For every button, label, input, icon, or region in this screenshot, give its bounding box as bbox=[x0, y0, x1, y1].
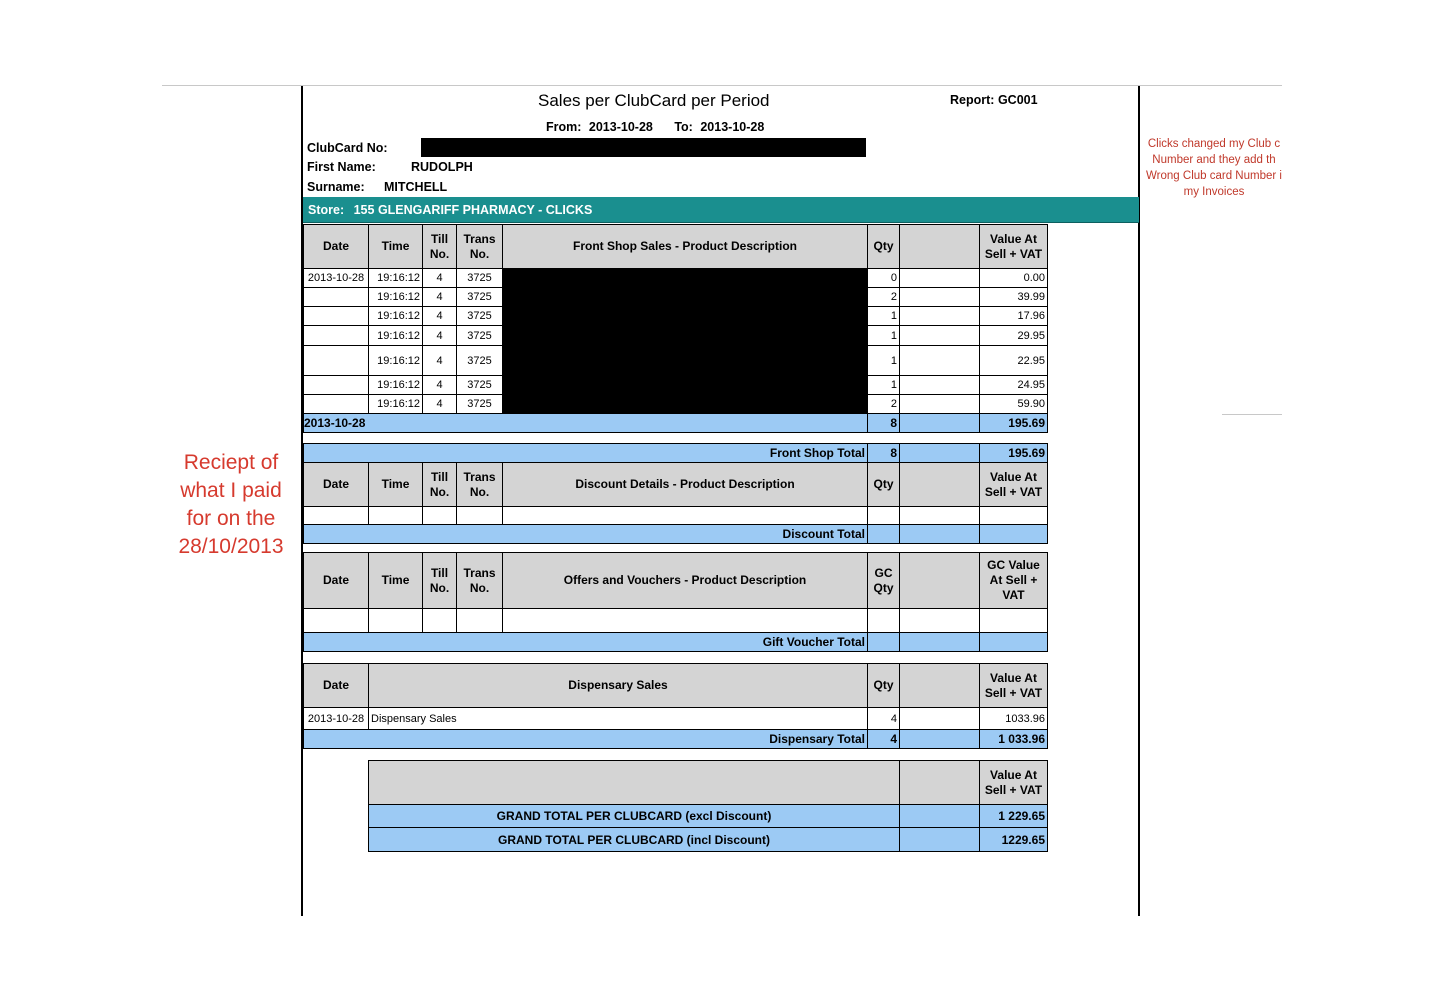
front-shop-total-blank bbox=[900, 444, 980, 463]
table-row bbox=[304, 609, 1048, 633]
subtotal-blank bbox=[900, 414, 980, 433]
sales-table bbox=[303, 224, 1048, 852]
surname-label: Surname: bbox=[307, 180, 365, 194]
receipt-annotation bbox=[160, 449, 302, 561]
col-qty: Qty bbox=[868, 225, 900, 269]
row-date bbox=[304, 326, 369, 346]
subtotal-date: 2013-10-28 bbox=[304, 414, 868, 433]
row-till: 4 bbox=[423, 376, 457, 395]
col-qty: Qty bbox=[868, 664, 900, 708]
subtotal-qty: 8 bbox=[868, 414, 900, 433]
table-row bbox=[304, 507, 1048, 525]
row-date bbox=[304, 346, 369, 376]
report-id-block bbox=[950, 93, 1038, 107]
row-time: 19:16:12 bbox=[369, 307, 423, 326]
discount-total-row bbox=[304, 525, 1048, 544]
gift-voucher-total-value bbox=[980, 633, 1048, 652]
discount-total-value bbox=[980, 525, 1048, 544]
col-date: Date bbox=[304, 664, 369, 708]
col-trans: Trans No. bbox=[457, 553, 503, 609]
col-value: GC Value At Sell + VAT bbox=[980, 553, 1048, 609]
report-title: Sales per ClubCard per Period bbox=[538, 91, 770, 110]
grand-total-excl-label: GRAND TOTAL PER CLUBCARD (excl Discount) bbox=[369, 805, 900, 828]
discount-total-label: Discount Total bbox=[304, 525, 868, 544]
store-label: Store: bbox=[308, 203, 345, 217]
grand-total-incl-blank bbox=[900, 828, 980, 852]
dispensary-header bbox=[304, 664, 1048, 708]
col-blank bbox=[900, 553, 980, 609]
col-time: Time bbox=[369, 463, 423, 507]
col-qty: Qty bbox=[868, 463, 900, 507]
col-time: Time bbox=[369, 553, 423, 609]
col-qty: GC Qty bbox=[868, 553, 900, 609]
dispensary-total-qty: 4 bbox=[868, 730, 900, 749]
side-annotation-line: Wrong Club card Number i bbox=[1146, 170, 1282, 182]
row-value: 1033.96 bbox=[980, 708, 1048, 730]
spacer bbox=[304, 652, 1048, 664]
side-annotation-line: Number and they add th bbox=[1152, 154, 1276, 166]
col-trans: Trans No. bbox=[457, 225, 503, 269]
grand-total-excl-row bbox=[304, 805, 1048, 828]
row-blank bbox=[900, 395, 980, 414]
row-till: 4 bbox=[423, 326, 457, 346]
report-id: GC001 bbox=[997, 93, 1038, 107]
dispensary-total-blank bbox=[900, 730, 980, 749]
row-till: 4 bbox=[423, 395, 457, 414]
row-blank bbox=[900, 376, 980, 395]
from-label: From: bbox=[546, 120, 582, 134]
surname: MITCHELL bbox=[384, 180, 448, 194]
discount-header bbox=[304, 463, 1048, 507]
col-date: Date bbox=[304, 225, 369, 269]
front-shop-total-row bbox=[304, 444, 1048, 463]
spacer bbox=[304, 749, 1048, 761]
row-trans: 3725 bbox=[457, 307, 503, 326]
row-till: 4 bbox=[423, 307, 457, 326]
row-qty: 1 bbox=[868, 307, 900, 326]
row-blank bbox=[900, 269, 980, 288]
clubcard-label: ClubCard No: bbox=[307, 141, 388, 155]
row-qty: 4 bbox=[868, 708, 900, 730]
row-trans: 3725 bbox=[457, 376, 503, 395]
side-annotation-line: my Invoices bbox=[1183, 186, 1245, 198]
store-name: 155 GLENGARIFF PHARMACY - CLICKS bbox=[353, 203, 593, 217]
row-qty: 2 bbox=[868, 288, 900, 307]
from-date: 2013-10-28 bbox=[588, 120, 653, 134]
row-value: 22.95 bbox=[980, 346, 1048, 376]
row-blank bbox=[900, 307, 980, 326]
top-rule bbox=[162, 85, 1282, 86]
to-date: 2013-10-28 bbox=[700, 120, 765, 134]
grand-header-blank bbox=[369, 761, 900, 805]
row-date bbox=[304, 395, 369, 414]
row-description: Dispensary Sales bbox=[369, 708, 868, 730]
row-date: 2013-10-28 bbox=[304, 269, 369, 288]
col-blank bbox=[900, 664, 980, 708]
discount-total-qty bbox=[868, 525, 900, 544]
front-shop-total-qty: 8 bbox=[868, 444, 900, 463]
gift-voucher-total-qty bbox=[868, 633, 900, 652]
side-annotation bbox=[1141, 136, 1287, 200]
row-trans: 3725 bbox=[457, 326, 503, 346]
row-time: 19:16:12 bbox=[369, 269, 423, 288]
grand-header-blank-2 bbox=[900, 761, 980, 805]
to-label: To: bbox=[674, 120, 693, 134]
report-id-label: Report: bbox=[950, 93, 995, 107]
clubcard-redaction bbox=[421, 138, 866, 157]
first-name: RUDOLPH bbox=[411, 160, 473, 174]
row-date bbox=[304, 288, 369, 307]
front-shop-total-value: 195.69 bbox=[980, 444, 1048, 463]
discount-total-blank bbox=[900, 525, 980, 544]
grand-total-excl-blank bbox=[900, 805, 980, 828]
dispensary-total-value: 1 033.96 bbox=[980, 730, 1048, 749]
front-shop-subtotal-row bbox=[304, 414, 1048, 433]
row-qty: 0 bbox=[868, 269, 900, 288]
row-value: 17.96 bbox=[980, 307, 1048, 326]
receipt-annotation-line: what I paid bbox=[180, 479, 282, 502]
row-time: 19:16:12 bbox=[369, 376, 423, 395]
col-description: Offers and Vouchers - Product Description bbox=[503, 553, 868, 609]
row-blank bbox=[900, 326, 980, 346]
row-qty: 2 bbox=[868, 395, 900, 414]
row-blank bbox=[900, 288, 980, 307]
spacer bbox=[304, 544, 1048, 553]
row-time: 19:16:12 bbox=[369, 288, 423, 307]
col-date: Date bbox=[304, 463, 369, 507]
col-value: Value At Sell + VAT bbox=[980, 664, 1048, 708]
gift-voucher-total-blank bbox=[900, 633, 980, 652]
grand-total-header bbox=[304, 761, 1048, 805]
col-till: Till No. bbox=[423, 463, 457, 507]
gift-voucher-total-row bbox=[304, 633, 1048, 652]
receipt-annotation-line: 28/10/2013 bbox=[178, 535, 284, 558]
col-till: Till No. bbox=[423, 553, 457, 609]
grand-header-value: Value At Sell + VAT bbox=[980, 761, 1048, 805]
description-redaction bbox=[503, 269, 868, 414]
table-row bbox=[304, 269, 1048, 288]
col-description: Front Shop Sales - Product Description bbox=[503, 225, 868, 269]
first-name-label: First Name: bbox=[307, 160, 376, 174]
row-qty: 1 bbox=[868, 346, 900, 376]
grand-total-incl-label: GRAND TOTAL PER CLUBCARD (incl Discount) bbox=[369, 828, 900, 852]
row-date bbox=[304, 307, 369, 326]
grand-total-excl-value: 1 229.65 bbox=[980, 805, 1048, 828]
row-blank bbox=[900, 708, 980, 730]
right-rule bbox=[1222, 414, 1282, 415]
col-till: Till No. bbox=[423, 225, 457, 269]
offers-header bbox=[304, 553, 1048, 609]
dispensary-total-label: Dispensary Total bbox=[304, 730, 868, 749]
front-shop-header bbox=[304, 225, 1048, 269]
row-blank bbox=[900, 346, 980, 376]
row-value: 29.95 bbox=[980, 326, 1048, 346]
row-qty: 1 bbox=[868, 326, 900, 346]
dispensary-total-row bbox=[304, 730, 1048, 749]
row-trans: 3725 bbox=[457, 288, 503, 307]
row-date: 2013-10-28 bbox=[304, 708, 369, 730]
col-date: Date bbox=[304, 553, 369, 609]
col-description: Discount Details - Product Description bbox=[503, 463, 868, 507]
row-date bbox=[304, 376, 369, 395]
row-value: 39.99 bbox=[980, 288, 1048, 307]
store-bar bbox=[303, 197, 1139, 223]
receipt-annotation-line: Reciept of bbox=[183, 451, 279, 474]
row-time: 19:16:12 bbox=[369, 326, 423, 346]
spacer bbox=[304, 433, 1048, 444]
row-trans: 3725 bbox=[457, 269, 503, 288]
period-line bbox=[546, 120, 764, 134]
gift-voucher-total-label: Gift Voucher Total bbox=[304, 633, 868, 652]
grand-total-incl-value: 1229.65 bbox=[980, 828, 1048, 852]
receipt-annotation-line: for on the bbox=[186, 507, 276, 530]
row-trans: 3725 bbox=[457, 346, 503, 376]
col-value: Value At Sell + VAT bbox=[980, 225, 1048, 269]
col-dispensary-description: Dispensary Sales bbox=[369, 664, 868, 708]
row-qty: 1 bbox=[868, 376, 900, 395]
row-value: 59.90 bbox=[980, 395, 1048, 414]
row-till: 4 bbox=[423, 346, 457, 376]
col-time: Time bbox=[369, 225, 423, 269]
col-trans: Trans No. bbox=[457, 463, 503, 507]
col-value: Value At Sell + VAT bbox=[980, 463, 1048, 507]
subtotal-value: 195.69 bbox=[980, 414, 1048, 433]
col-blank bbox=[900, 463, 980, 507]
table-row bbox=[304, 708, 1048, 730]
col-blank bbox=[900, 225, 980, 269]
grand-total-incl-row bbox=[304, 828, 1048, 852]
front-shop-total-label: Front Shop Total bbox=[304, 444, 868, 463]
side-annotation-line: Clicks changed my Club c bbox=[1147, 138, 1281, 150]
row-value: 0.00 bbox=[980, 269, 1048, 288]
row-time: 19:16:12 bbox=[369, 395, 423, 414]
row-till: 4 bbox=[423, 288, 457, 307]
row-value: 24.95 bbox=[980, 376, 1048, 395]
row-trans: 3725 bbox=[457, 395, 503, 414]
row-till: 4 bbox=[423, 269, 457, 288]
row-time: 19:16:12 bbox=[369, 346, 423, 376]
